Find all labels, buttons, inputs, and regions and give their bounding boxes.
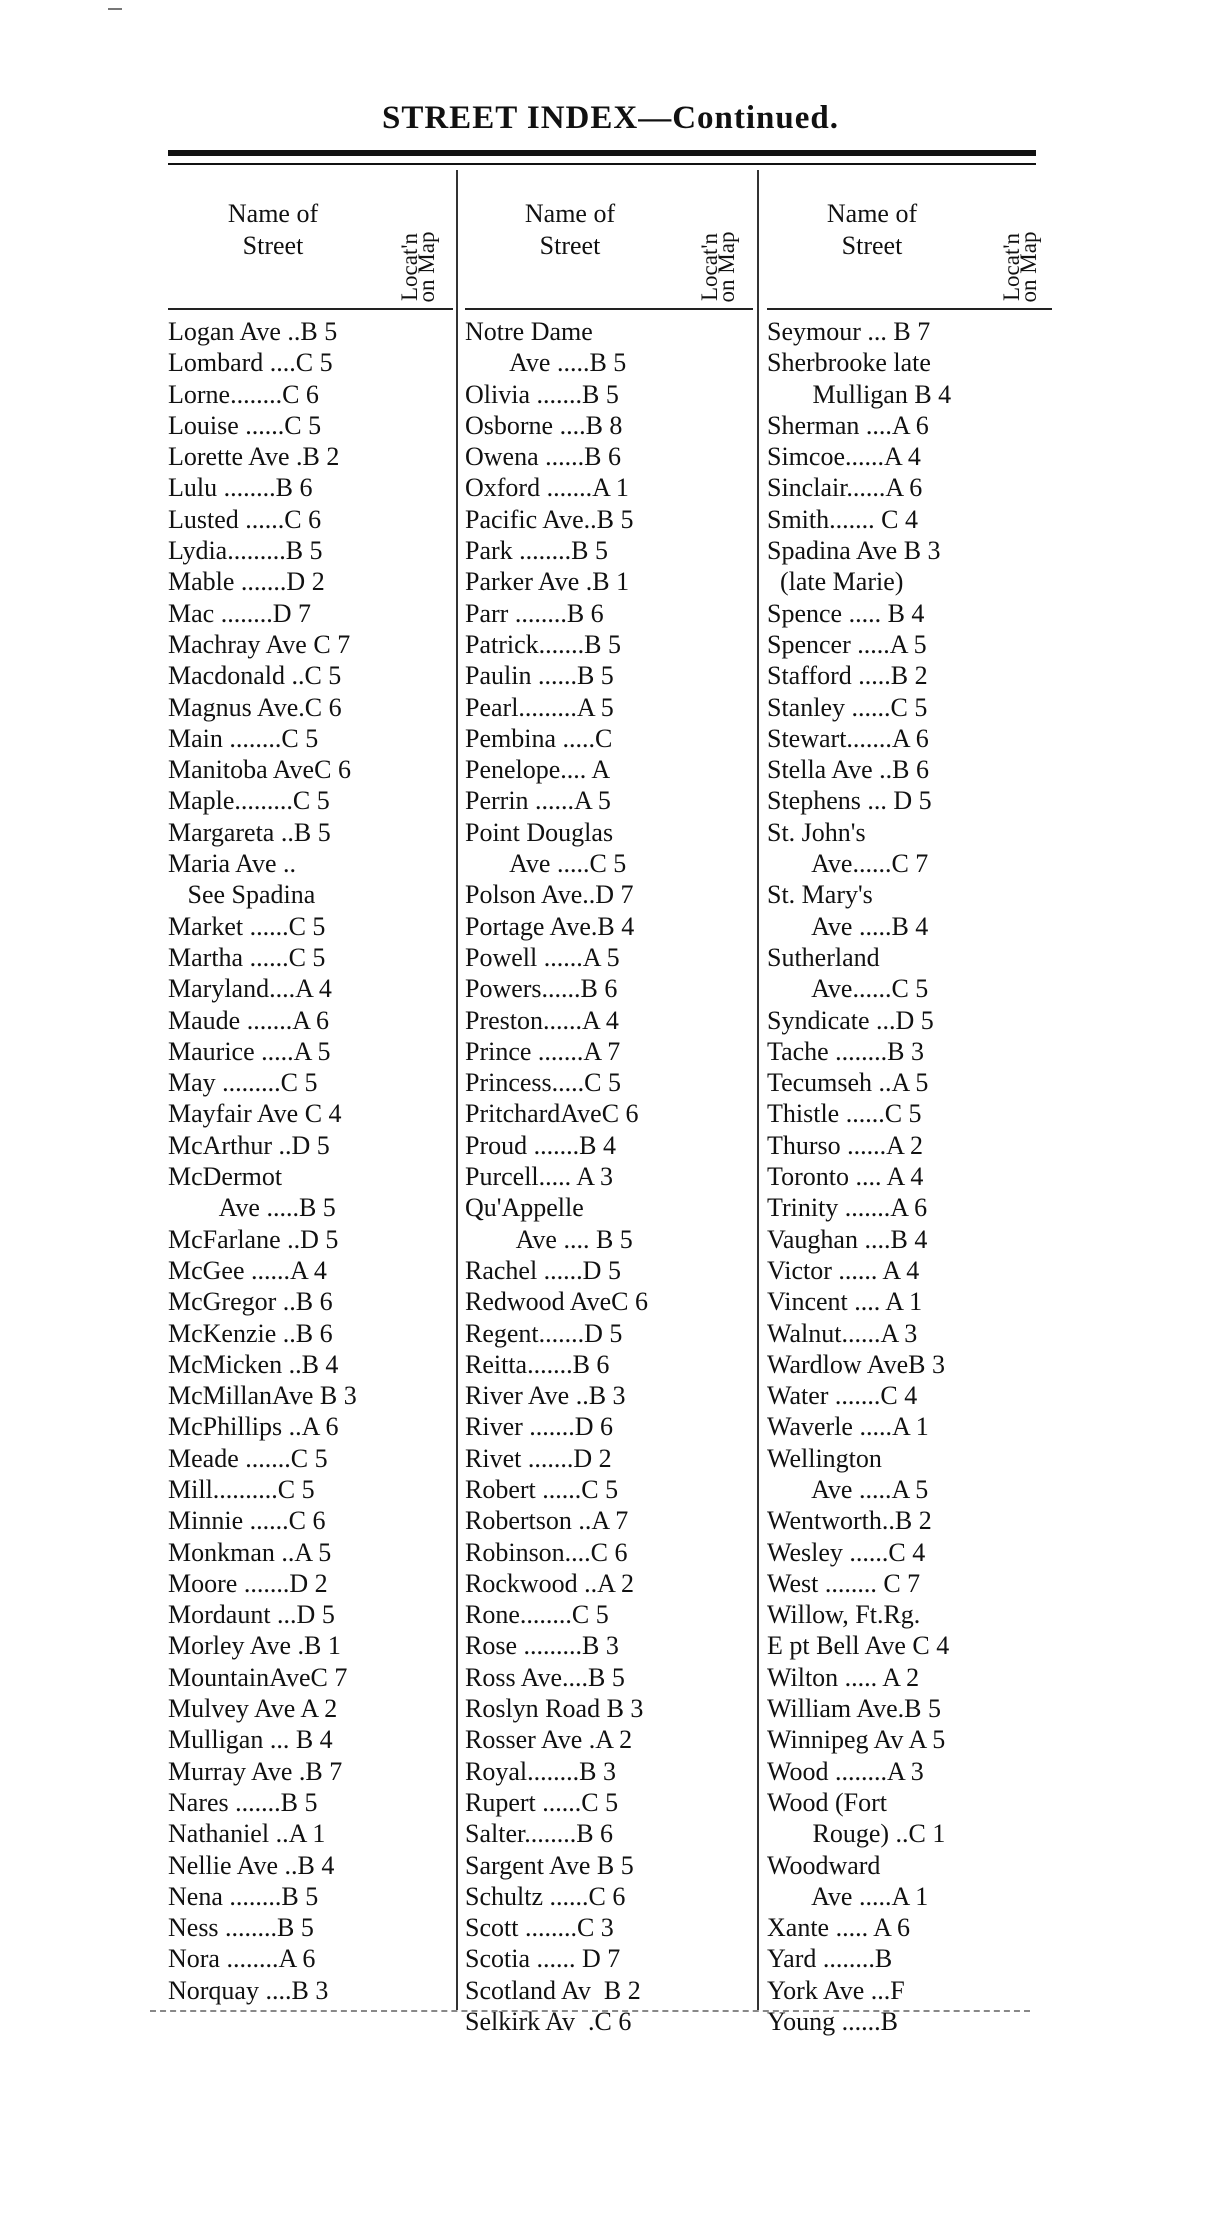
street-entry: Minnie ......C 6: [168, 1506, 326, 1536]
street-entry: Lorne........C 6: [168, 379, 319, 409]
street-entry: McArthur ..D 5: [168, 1130, 330, 1160]
street-entry: Stafford .....B 2: [767, 661, 928, 691]
street-entry: Perrin ......A 5: [465, 786, 611, 816]
street-entry: Magnus Ave.C 6: [168, 692, 342, 722]
street-entry: Pacific Ave..B 5: [465, 504, 634, 534]
street-entry: See Spadina: [168, 880, 316, 910]
street-entry: Selkirk Av .C 6: [465, 2007, 632, 2037]
street-entry: Tecumseh ..A 5: [767, 1068, 929, 1098]
street-entry: Willow, Ft.Rg.: [767, 1600, 921, 1630]
street-entry: Margareta ..B 5: [168, 817, 331, 847]
bottom-rule: [150, 2010, 1030, 2013]
street-entry: Ness ........B 5: [168, 1913, 314, 1943]
street-entry: Rouge) ..C 1: [767, 1819, 946, 1849]
title-rule-thin: [168, 163, 1036, 165]
street-entry: Ave .....A 5: [767, 1474, 929, 1504]
street-entry: McKenzie ..B 6: [168, 1318, 333, 1348]
street-entry: Spadina Ave B 3: [767, 536, 941, 566]
street-entry: May .........C 5: [168, 1068, 318, 1098]
street-entry: Simcoe......A 4: [767, 442, 921, 472]
street-entry: Walnut......A 3: [767, 1318, 918, 1348]
street-entry: Notre Dame: [465, 317, 593, 346]
street-entry: Machray Ave C 7: [168, 629, 351, 659]
street-entry: Regent.......D 5: [465, 1318, 623, 1348]
street-entry: Scott ........C 3: [465, 1913, 614, 1943]
street-entry: Royal........B 3: [465, 1756, 616, 1786]
street-entry: Penelope.... A: [465, 755, 611, 785]
street-entry: Nena ........B 5: [168, 1881, 319, 1911]
street-entry: Princess.....C 5: [465, 1068, 621, 1098]
street-entry: Scotia ...... D 7: [465, 1944, 621, 1974]
street-entry: Louise ......C 5: [168, 410, 322, 440]
street-entry: Lulu ........B 6: [168, 473, 313, 503]
street-entry: Wood (Fort: [767, 1787, 887, 1817]
index-column-3: [767, 168, 1052, 2037]
street-entry: Spence ..... B 4: [767, 598, 925, 628]
street-entry: PritchardAveC 6: [465, 1099, 639, 1129]
street-entry: River .......D 6: [465, 1412, 614, 1442]
street-entry: Park ........B 5: [465, 536, 608, 566]
street-entry: Wardlow AveB 3: [767, 1349, 945, 1379]
street-entry: Xante ..... A 6: [767, 1913, 910, 1943]
page-title: STREET INDEX—Continued.: [381, 100, 840, 136]
street-entry: Owena ......B 6: [465, 442, 621, 472]
street-entry: Winnipeg Av A 5: [767, 1725, 946, 1755]
street-entry: Yard ........B: [767, 1944, 893, 1974]
street-entry: Redwood AveC 6: [465, 1287, 648, 1317]
street-entry: Spencer .....A 5: [767, 629, 927, 659]
street-entry: Maria Ave ..: [168, 849, 297, 879]
street-entry: Vaughan ....B 4: [767, 1224, 928, 1254]
street-entry: Maple.........C 5: [168, 786, 330, 816]
street-entry: Mill..........C 5: [168, 1474, 315, 1504]
title-rule-thick: [168, 150, 1036, 156]
corner-mark: [108, 8, 122, 10]
street-entry: Stewart.......A 6: [767, 723, 929, 753]
street-entry: William Ave.B 5: [767, 1694, 941, 1724]
column-header: [168, 168, 453, 310]
street-entry: Preston......A 4: [465, 1005, 619, 1035]
street-entry: Polson Ave..D 7: [465, 880, 634, 910]
street-entry: McFarlane ..D 5: [168, 1224, 339, 1254]
street-entry: Murray Ave .B 7: [168, 1756, 343, 1786]
street-entry: Rose .........B 3: [465, 1631, 619, 1661]
street-entry: Monkman ..A 5: [168, 1537, 332, 1567]
street-list: [168, 316, 453, 2006]
street-entry: Mulligan B 4: [767, 379, 952, 409]
street-entry: MountainAveC 7: [168, 1662, 348, 1692]
street-entry: Manitoba AveC 6: [168, 755, 351, 785]
street-entry: Lorette Ave .B 2: [168, 442, 340, 472]
street-entry: Waverle .....A 1: [767, 1412, 929, 1442]
index-column-2: [465, 168, 753, 2037]
street-name-header: Name of Street: [227, 199, 319, 260]
street-entry: Robert ......C 5: [465, 1474, 619, 1504]
street-entry: Qu'Appelle: [465, 1193, 584, 1223]
street-entry: Salter........B 6: [465, 1819, 614, 1849]
street-entry: Logan Ave ..B 5: [168, 317, 338, 346]
street-entry: Pembina .....C: [465, 723, 613, 753]
street-entry: Rupert ......C 5: [465, 1787, 619, 1817]
street-entry: Tache ........B 3: [767, 1036, 925, 1066]
column-divider-2: [757, 170, 759, 2010]
street-entry: Sargent Ave B 5: [465, 1850, 634, 1880]
column-header: [767, 168, 1052, 310]
street-entry: Morley Ave .B 1: [168, 1631, 341, 1661]
street-name-header: Name of Street: [524, 199, 616, 260]
street-entry: Maude .......A 6: [168, 1005, 330, 1035]
street-entry: Scotland Av B 2: [465, 1975, 641, 2005]
street-entry: Toronto .... A 4: [767, 1162, 924, 1192]
location-header: Locat'n on Map: [999, 231, 1041, 303]
street-entry: Nathaniel ..A 1: [168, 1819, 326, 1849]
street-entry: Ross Ave....B 5: [465, 1662, 625, 1692]
street-entry: Mac ........D 7: [168, 598, 311, 628]
street-entry: Woodward: [767, 1850, 881, 1880]
street-entry: Osborne ....B 8: [465, 410, 623, 440]
street-entry: Syndicate ...D 5: [767, 1005, 934, 1035]
street-entry: Victor ...... A 4: [767, 1255, 920, 1285]
street-entry: Maryland....A 4: [168, 974, 332, 1004]
street-entry: Robinson....C 6: [465, 1537, 628, 1567]
column-divider-1: [456, 170, 458, 2010]
street-entry: Martha ......C 5: [168, 942, 326, 972]
street-entry: McGee ......A 4: [168, 1255, 327, 1285]
street-entry: Market ......C 5: [168, 911, 326, 941]
street-entry: Seymour ... B 7: [767, 317, 931, 346]
street-entry: Sherbrooke late: [767, 348, 931, 378]
street-entry: Ave......C 7: [767, 849, 929, 879]
street-entry: Reitta.......B 6: [465, 1349, 610, 1379]
street-entry: Powell ......A 5: [465, 942, 620, 972]
street-entry: Ave .... B 5: [465, 1224, 633, 1254]
street-entry: West ........ C 7: [767, 1568, 921, 1598]
street-entry: Trinity .......A 6: [767, 1193, 928, 1223]
street-entry: Wellington: [767, 1443, 882, 1473]
street-entry: McPhillips ..A 6: [168, 1412, 339, 1442]
street-name-header: Name of Street: [826, 199, 918, 260]
street-entry: Mordaunt ...D 5: [168, 1600, 335, 1630]
street-entry: Wesley ......C 4: [767, 1537, 926, 1567]
street-entry: Patrick.......B 5: [465, 629, 621, 659]
street-entry: Parker Ave .B 1: [465, 567, 630, 597]
street-entry: Main ........C 5: [168, 723, 319, 753]
street-entry: Sinclair......A 6: [767, 473, 923, 503]
street-entry: Moore .......D 2: [168, 1568, 328, 1598]
index-column-1: [168, 168, 453, 2006]
street-entry: McGregor ..B 6: [168, 1287, 333, 1317]
street-entry: Powers......B 6: [465, 974, 618, 1004]
street-entry: Stephens ... D 5: [767, 786, 932, 816]
street-entry: Rivet .......D 2: [465, 1443, 612, 1473]
street-entry: Lombard ....C 5: [168, 348, 333, 378]
street-entry: Stella Ave ..B 6: [767, 755, 930, 785]
street-entry: Water .......C 4: [767, 1381, 918, 1411]
location-header: Locat'n on Map: [397, 231, 439, 303]
street-entry: Ave .....B 5: [465, 348, 627, 378]
street-entry: Meade .......C 5: [168, 1443, 328, 1473]
street-entry: Mulligan ... B 4: [168, 1725, 333, 1755]
street-entry: Smith....... C 4: [767, 504, 918, 534]
street-entry: York Ave ...F: [767, 1975, 905, 2005]
street-entry: Mayfair Ave C 4: [168, 1099, 342, 1129]
street-entry: Sutherland: [767, 942, 880, 972]
street-entry: Lusted ......C 6: [168, 504, 322, 534]
street-entry: Schultz ......C 6: [465, 1881, 626, 1911]
street-entry: Portage Ave.B 4: [465, 911, 635, 941]
street-entry: Sherman ....A 6: [767, 410, 929, 440]
street-entry: Nares .......B 5: [168, 1787, 318, 1817]
street-entry: St. John's: [767, 817, 866, 847]
street-entry: Rockwood ..A 2: [465, 1568, 634, 1598]
street-entry: Parr ........B 6: [465, 598, 604, 628]
street-entry: Olivia .......B 5: [465, 379, 619, 409]
street-entry: Rone........C 5: [465, 1600, 609, 1630]
street-entry: Prince .......A 7: [465, 1036, 621, 1066]
street-entry: Ave .....B 5: [168, 1193, 336, 1223]
column-header: [465, 168, 753, 310]
street-entry: Oxford .......A 1: [465, 473, 629, 503]
street-entry: Nellie Ave ..B 4: [168, 1850, 335, 1880]
street-entry: Ave .....A 1: [767, 1881, 929, 1911]
street-entry: Thurso ......A 2: [767, 1130, 923, 1160]
street-entry: Roslyn Road B 3: [465, 1694, 644, 1724]
street-entry: Rosser Ave .A 2: [465, 1725, 633, 1755]
street-entry: E pt Bell Ave C 4: [767, 1631, 950, 1661]
street-entry: McDermot: [168, 1162, 283, 1192]
street-entry: Norquay ....B 3: [168, 1975, 329, 2005]
street-entry: Purcell..... A 3: [465, 1162, 614, 1192]
street-entry: Lydia.........B 5: [168, 536, 323, 566]
street-entry: Ave .....C 5: [465, 849, 627, 879]
street-entry: Wood ........A 3: [767, 1756, 924, 1786]
street-list: [767, 316, 1052, 2037]
street-entry: (late Marie): [767, 567, 904, 597]
street-entry: Mulvey Ave A 2: [168, 1694, 338, 1724]
street-entry: Maurice .....A 5: [168, 1036, 331, 1066]
street-entry: Point Douglas: [465, 817, 614, 847]
street-entry: Macdonald ..C 5: [168, 661, 342, 691]
street-entry: River Ave ..B 3: [465, 1381, 626, 1411]
street-entry: Mable .......D 2: [168, 567, 325, 597]
street-entry: Proud .......B 4: [465, 1130, 616, 1160]
street-entry: Stanley ......C 5: [767, 692, 928, 722]
street-entry: Ave .....B 4: [767, 911, 929, 941]
street-entry: Rachel ......D 5: [465, 1255, 621, 1285]
street-entry: Thistle ......C 5: [767, 1099, 922, 1129]
street-entry: St. Mary's: [767, 880, 873, 910]
street-entry: McMicken ..B 4: [168, 1349, 339, 1379]
street-entry: McMillanAve B 3: [168, 1381, 357, 1411]
street-entry: Paulin ......B 5: [465, 661, 614, 691]
street-list: [465, 316, 753, 2037]
street-entry: Robertson ..A 7: [465, 1506, 629, 1536]
location-header: Locat'n on Map: [697, 231, 739, 303]
street-entry: Young ......B: [767, 2007, 899, 2037]
street-entry: Wilton ..... A 2: [767, 1662, 920, 1692]
street-entry: Vincent .... A 1: [767, 1287, 923, 1317]
street-entry: Ave......C 5: [767, 974, 929, 1004]
street-entry: Pearl.........A 5: [465, 692, 614, 722]
street-entry: Nora ........A 6: [168, 1944, 316, 1974]
street-entry: Wentworth..B 2: [767, 1506, 932, 1536]
